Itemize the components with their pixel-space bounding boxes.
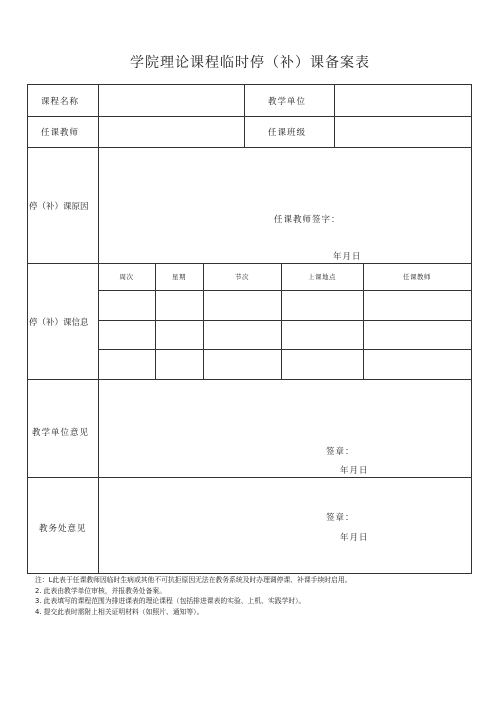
col-period-header: 节次 <box>235 273 249 281</box>
teaching-unit-label: 教学单位 <box>268 97 307 107</box>
unit-opinion-label: 教学单位意见 <box>32 428 90 438</box>
info-label: 停（补）课信息 <box>29 318 89 328</box>
col-weekday-header: 星期 <box>172 273 186 281</box>
reason-date-label: 年月日 <box>333 252 362 262</box>
note-item: 4. 提交此表时需附上相关证明材料（如照片、通知等）。 <box>35 607 204 616</box>
unit-stamp-label: 签章： <box>326 447 355 457</box>
col-location-header: 上课地点 <box>308 273 336 281</box>
class-label: 任课班级 <box>268 128 307 138</box>
col-teacher-header: 任课教师 <box>403 273 431 281</box>
col-week-header: 周次 <box>119 273 134 281</box>
course-name-label: 课程名称 <box>41 97 80 107</box>
office-opinion-label: 教务处意见 <box>39 524 87 534</box>
reason-label: 停（补）课原因 <box>29 202 89 212</box>
teacher-signature-label: 任课教师签字： <box>274 215 341 225</box>
form-title: 学院理论课程临时停（补）课备案表 <box>130 55 370 71</box>
office-date-label: 年月日 <box>340 533 369 543</box>
note-item: 注：L此表于任课教师因临时生病或其他不可抗拒原因无法在教务系统及时办理调停课、补课手续时启用。 <box>35 576 352 584</box>
office-stamp-label: 签章： <box>326 513 355 523</box>
notes <box>35 575 351 617</box>
note-item: 3. 此表填写的课程范围为排进课表的理论课程（包括排进课表的实验、上机、实践学时）。 <box>35 597 306 605</box>
unit-date-label: 年月日 <box>340 466 369 476</box>
teacher-label: 任课教师 <box>41 128 80 138</box>
note-item: 2. 此表由教学单位审核，并报教务处备案。 <box>35 586 166 595</box>
